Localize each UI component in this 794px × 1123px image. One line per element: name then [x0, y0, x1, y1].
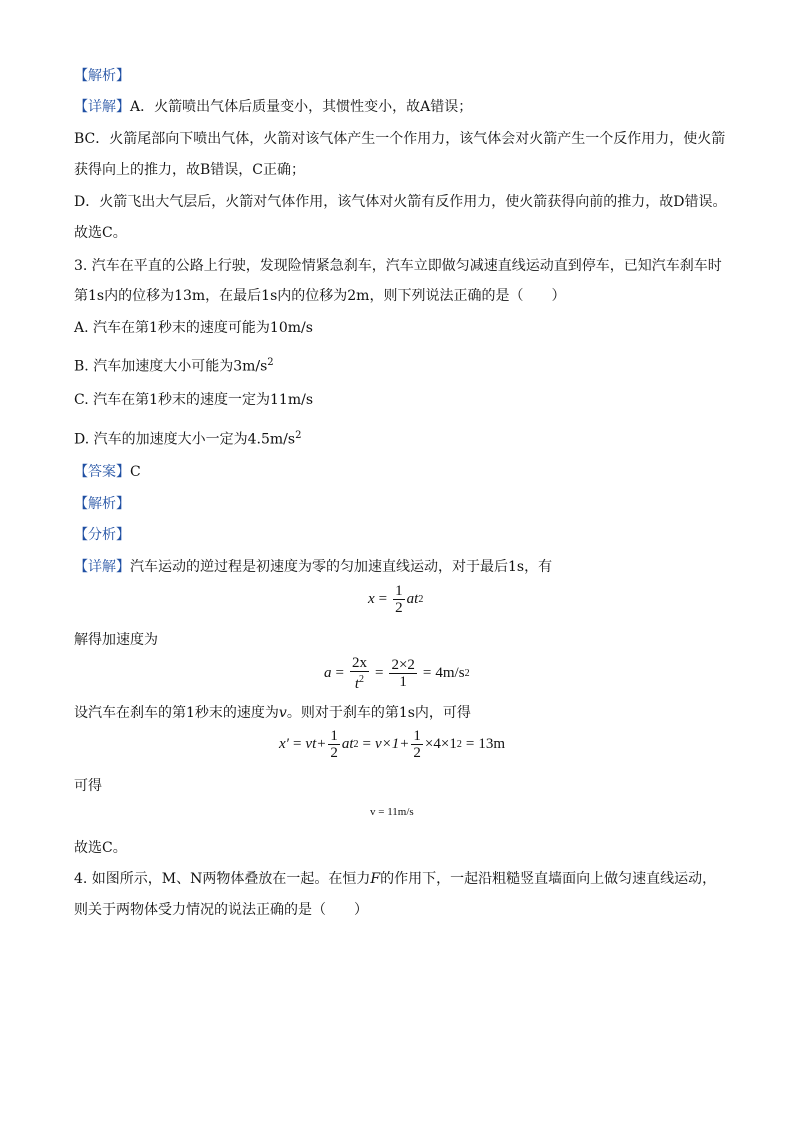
eq3-t1: vt+: [305, 736, 327, 752]
q3-detail-text: 汽车运动的逆过程是初速度为零的匀加速直线运动，对于最后1s，有: [130, 559, 553, 575]
q2-d-line: D．火箭飞出大气层后，火箭对气体作用，该气体对火箭有反作用力，使火箭获得向前的推力，故D错误。: [74, 194, 727, 210]
q4-stem-line2: 则关于两物体受力情况的说法正确的是（ ）: [74, 902, 368, 918]
q2-detail-tag: 【详解】: [74, 99, 130, 115]
eq3-equals-1: =: [292, 736, 302, 752]
eq3-t2-exp: 2: [353, 739, 359, 750]
q3-option-d: [74, 426, 301, 450]
eq3-t3: v×1+: [375, 736, 410, 752]
eq3-half-2-den: 2: [413, 745, 421, 761]
eq1-fraction: [393, 583, 405, 616]
eq2-result: 4m/s: [435, 665, 465, 681]
q3-choose: 故选C。: [74, 840, 127, 856]
q3-option-d-text: D. 汽车的加速度大小一定为4.5m/s: [74, 431, 296, 448]
q2-analysis-tag: 【解析】: [74, 68, 130, 84]
eq3-half-1: [328, 728, 340, 761]
q4-stem-line1: [74, 869, 716, 889]
q3-answer: [74, 462, 141, 482]
eq2-f1-den-text: t: [354, 676, 360, 692]
eq1-den: 2: [395, 600, 403, 616]
eq1-equals: =: [378, 591, 388, 607]
q3-solve-accel: 解得加速度为: [74, 632, 158, 648]
q3-option-b: [74, 353, 274, 377]
eq3-half-1-num: 1: [330, 728, 338, 744]
q3-detail-tag: 【详解】: [74, 559, 130, 575]
q3-option-b-text: B. 汽车加速度大小可能为3m/s: [74, 358, 268, 375]
q3-option-a: A. 汽车在第1秒末的速度可能为10m/s: [74, 320, 313, 336]
eq2-f2-den: 1: [399, 674, 407, 690]
eq2-f2-num: 2×2: [391, 657, 415, 673]
q3-analysis-tag: 【解析】: [74, 496, 130, 512]
eq3-half-2: [411, 728, 423, 761]
eq2-lhs: a: [324, 665, 332, 681]
eq2-result-exp: 2: [464, 668, 470, 679]
q3-kede: 可得: [74, 778, 102, 794]
q3-option-d-sup: 2: [295, 430, 302, 441]
equation-4: v = 11m/s: [370, 806, 414, 818]
equation-1: [368, 583, 423, 616]
eq3-half-2-num: 1: [413, 728, 421, 744]
eq2-f1-den: [353, 672, 366, 692]
q3-answer-tag: 【答案】: [74, 464, 130, 480]
eq2-f1-num-text: 2x: [351, 655, 367, 671]
q3-fenxi-tag: 【分析】: [74, 527, 130, 543]
eq2-f1-num: [350, 655, 369, 672]
eq1-exp: 2: [418, 594, 424, 605]
eq3-lhs: x′: [279, 736, 289, 752]
eq3-t4-exp: 2: [456, 739, 462, 750]
eq2-fraction-2: [389, 657, 416, 690]
q2-bc-line2: 获得向上的推力，故B错误，C正确；: [74, 162, 305, 178]
q3-option-c: C. 汽车在第1秒末的速度一定为11m/s: [74, 392, 314, 408]
eq2-f1-den-exp: 2: [359, 674, 365, 685]
eq1-lhs: x: [368, 591, 375, 607]
eq3-t4: ×4×1: [424, 736, 457, 752]
eq3-equals-3: =: [465, 736, 475, 752]
equation-3: [279, 728, 505, 761]
eq2-equals-2: =: [374, 665, 384, 681]
q3-answer-value: C: [130, 464, 141, 480]
q3-set-v-pre: 设汽车在刹车的第1秒末的速度为: [74, 705, 279, 721]
eq1-term: at: [406, 591, 419, 607]
equation-2: [324, 655, 470, 692]
q3-detail: [74, 557, 552, 577]
q3-stem-line2: 第1s内的位移为13m，在最后1s内的位移为2m，则下列说法正确的是（ ）: [74, 288, 566, 304]
eq3-half-1-den: 2: [330, 745, 338, 761]
q4-force-var: F: [370, 871, 381, 887]
q3-stem-line1: 3. 汽车在平直的公路上行驶，发现险情紧急刹车，汽车立即做匀减速直线运动直到停车，已知汽车刹车时: [74, 258, 722, 274]
q2-choose: 故选C。: [74, 225, 127, 241]
eq3-equals-2: =: [362, 736, 372, 752]
q4-stem-line1-post: 的作用下，一起沿粗糙竖直墙面向上做匀速直线运动，: [380, 871, 717, 887]
q2-bc-line1: BC．火箭尾部向下喷出气体，火箭对该气体产生一个作用力，该气体会对火箭产生一个反作用力，使火箭: [74, 131, 726, 147]
eq3-t2: at: [341, 736, 354, 752]
q3-set-v-var: v: [278, 705, 287, 721]
eq2-fraction-1: [350, 655, 369, 692]
q2-detail-a-text: A．火箭喷出气体后质量变小，其惯性变小，故A错误；: [130, 99, 473, 115]
eq2-equals-1: =: [335, 665, 344, 681]
eq3-result: 13m: [478, 736, 505, 752]
q3-set-v-post: 。则对于刹车的第1s内，可得: [286, 705, 471, 721]
q4-stem-line1-pre: 4. 如图所示，M、N两物体叠放在一起。在恒力: [74, 871, 371, 887]
q3-option-b-sup: 2: [267, 357, 274, 368]
eq1-num: 1: [395, 583, 403, 599]
eq2-equals-3: =: [422, 665, 432, 681]
q3-set-v: [74, 703, 471, 723]
q2-detail-a: [74, 97, 472, 117]
